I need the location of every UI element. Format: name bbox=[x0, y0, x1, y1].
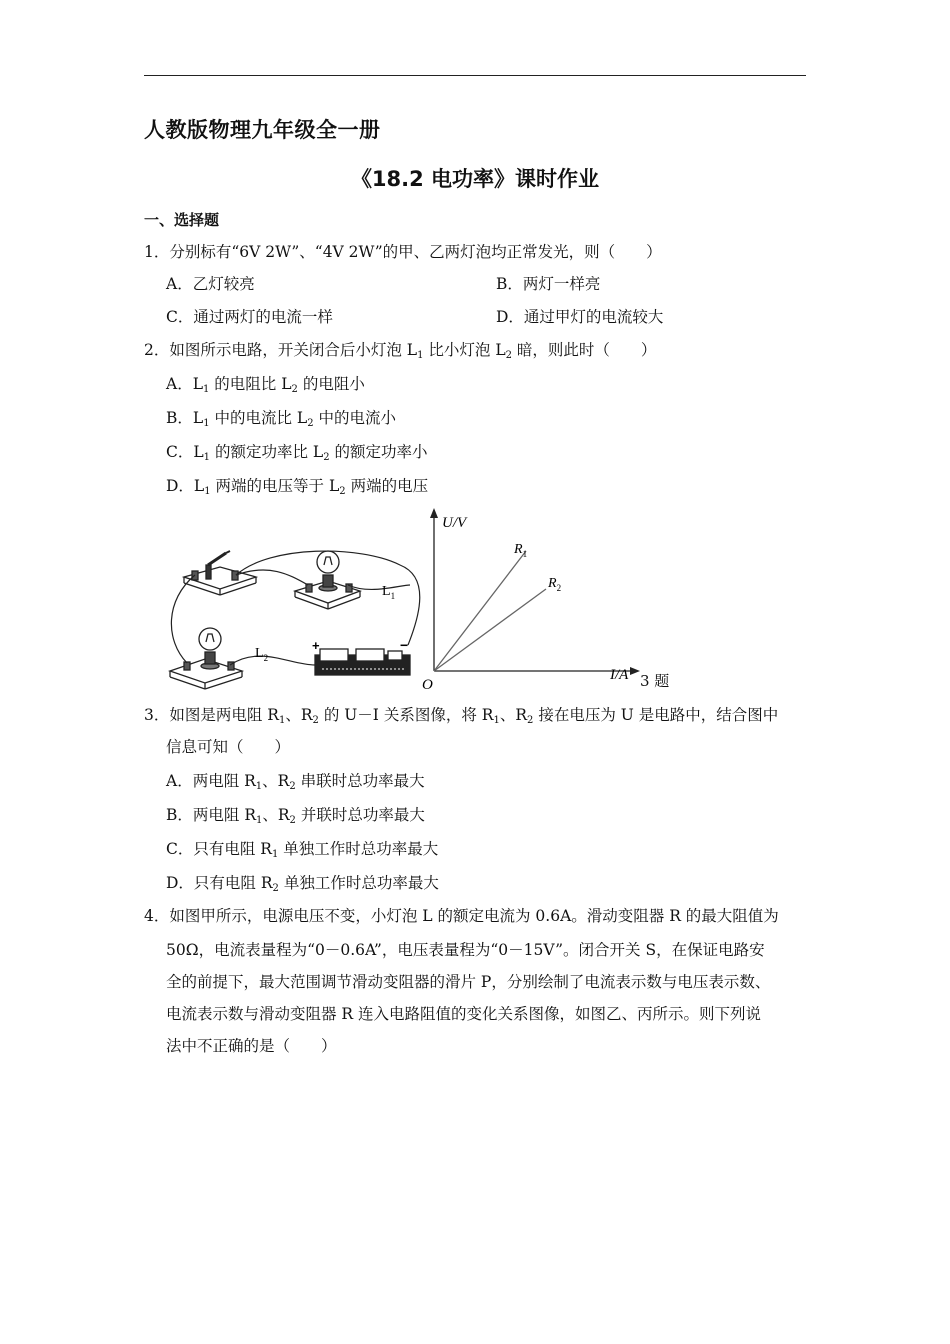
figure-caption: 3 题 bbox=[640, 672, 670, 690]
graph-x-arrow bbox=[630, 667, 640, 675]
question-2-option-a: A．$L_1$ 的电阻比 $L_2$ 的电阻小 bbox=[166, 375, 365, 395]
question-3-option-b: B．两电阻 $R_1$、$R_2$ 并联时总功率最大 bbox=[166, 806, 425, 826]
question-4-line-4: 电流表示数与滑动变阻器 R 连入电路阻值的变化关系图像，如图乙、丙所示。则下列说 bbox=[166, 1005, 762, 1023]
switch-board bbox=[184, 551, 256, 595]
header-rule bbox=[144, 75, 806, 76]
graph-origin-label: O bbox=[422, 677, 433, 690]
book-title: 人教版物理九年级全一册 bbox=[144, 118, 381, 142]
label-r1: $R_1$ bbox=[514, 542, 528, 559]
question-2-stem: 2．如图所示电路，开关闭合后小灯泡 $L_1$ 比小灯泡 $L_2$ 暗，则此时（ ） bbox=[144, 341, 657, 361]
question-4-line-3: 全的前提下，最大范围调节滑动变阻器的滑片 P，分别绘制了电流表示数与电压表示数、 bbox=[166, 973, 771, 991]
question-2-option-c: C．$L_1$ 的额定功率比 $L_2$ 的额定功率小 bbox=[166, 443, 428, 463]
question-3-stem-cont: 信息可知（ ） bbox=[166, 738, 291, 756]
battery-plus-label: + bbox=[312, 638, 320, 653]
line-r2 bbox=[434, 589, 546, 671]
question-4-line-5: 法中不正确的是（ ） bbox=[166, 1037, 337, 1055]
question-1-option-b: B．两灯一样亮 bbox=[496, 275, 601, 293]
battery-minus-label: − bbox=[400, 637, 409, 653]
question-1-stem: 1．分别标有“6V 2W”、“4V 2W”的甲、乙两灯泡均正常发光，则（ ） bbox=[144, 243, 662, 261]
lamp-l2-board bbox=[170, 628, 242, 689]
graph-x-label: I/A bbox=[610, 667, 629, 683]
label-l2: $L_2$ bbox=[255, 646, 269, 663]
battery-holder bbox=[315, 649, 410, 675]
question-3-option-c: C．只有电阻 $R_1$ 单独工作时总功率最大 bbox=[166, 840, 439, 860]
question-3-stem: 3．如图是两电阻 $R_1$、$R_2$ 的 U－I 关系图像，将 $R_1$、$R_2$ 接在电压为 U 是电路中，结合图中 bbox=[144, 706, 779, 726]
graph-y-label: U/V bbox=[442, 515, 467, 531]
question-1-option-a: A．乙灯较亮 bbox=[166, 275, 255, 293]
question-2-option-d: D．$L_1$ 两端的电压等于 $L_2$ 两端的电压 bbox=[166, 477, 429, 497]
ui-graph bbox=[422, 508, 640, 690]
question-3-option-d: D．只有电阻 $R_2$ 单独工作时总功率最大 bbox=[166, 874, 439, 894]
question-2-option-b: B．$L_1$ 中的电流比 $L_2$ 中的电流小 bbox=[166, 409, 397, 429]
question-3-option-a: A．两电阻 $R_1$、$R_2$ 串联时总功率最大 bbox=[166, 772, 425, 792]
section-heading: 一、选择题 bbox=[144, 211, 220, 229]
document-title: 《18.2 电功率》课时作业 bbox=[350, 167, 600, 191]
label-l1: $L_1$ bbox=[382, 584, 396, 601]
question-4-line-2: 50Ω，电流表量程为“0－0.6A”，电压表量程为“0－15V”。闭合开关 S，在保证电路安 bbox=[166, 941, 765, 959]
line-r1 bbox=[434, 551, 526, 671]
lamp-l1-board bbox=[295, 551, 360, 609]
question-1-option-c: C．通过两灯的电流一样 bbox=[166, 308, 333, 326]
question-1-option-d: D．通过甲灯的电流较大 bbox=[496, 308, 664, 326]
question-4-line-1: 4．如图甲所示，电源电压不变，小灯泡 L 的额定电流为 0.6A。滑动变阻器 R 的最大阻值为 bbox=[144, 907, 779, 925]
graph-y-arrow bbox=[430, 508, 438, 518]
label-r2: $R_2$ bbox=[548, 576, 562, 593]
circuit-and-graph-figure bbox=[160, 505, 680, 690]
